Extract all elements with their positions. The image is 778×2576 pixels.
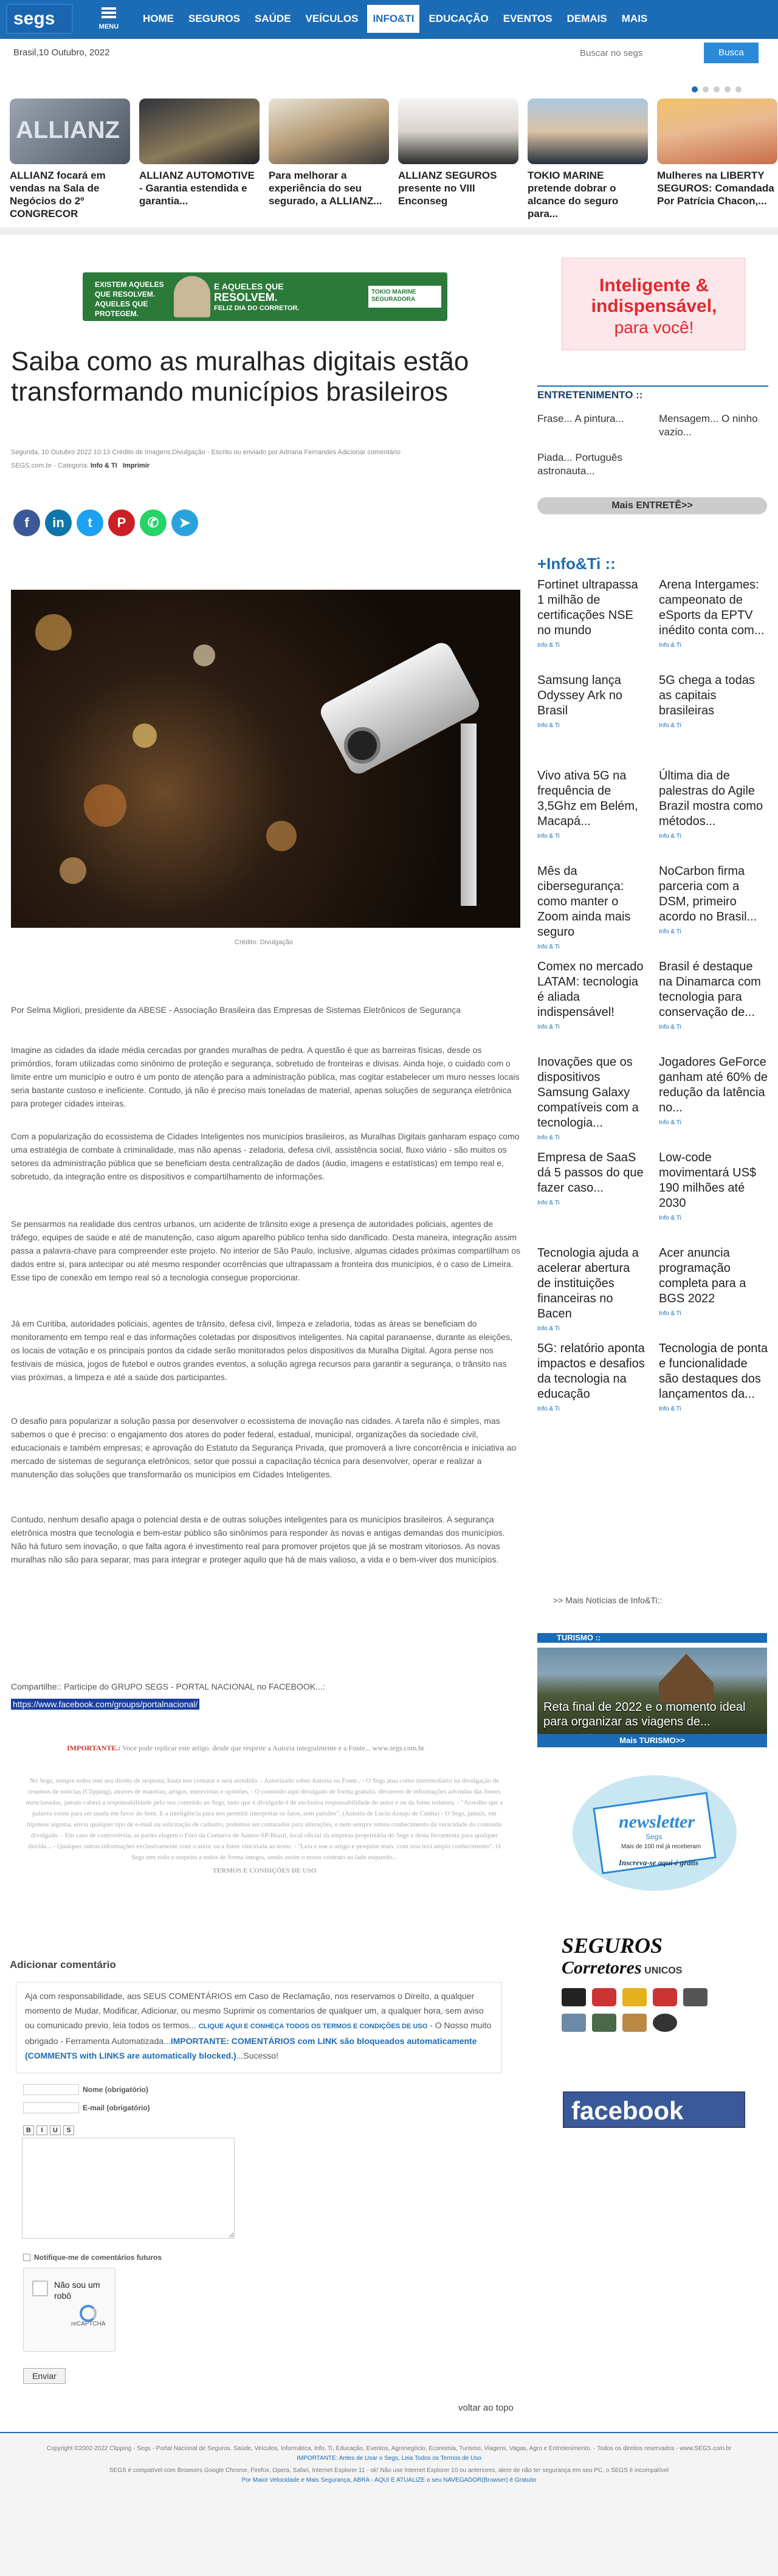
bokeh-light <box>35 614 72 651</box>
banner-line: SEGUROS <box>562 1933 663 1958</box>
item-category[interactable]: Info & Ti <box>659 833 681 840</box>
article-paragraph: O desafio para popularizar a solução passa por desenvolver o ecossistema de inovação nas cidades. A tarefa não é simples, mas sabemos o que é preciso: o engajamento dos atores do poder federal, estadual, municipal, organizações da sociedade civil, educacionais e também empresas; e aprovação do Estatuto da Segurança Privada, que promoverá a livre concorrência e iniciativa ao mercado de sistemas de segurança eletrônicos, setor que possui a capacitação técnica para desenvolver, operar e realizar a manutenção das soluções que transformarão os municípios em Cidades Inteligentes. <box>11 1416 517 1479</box>
banner-icons <box>562 1988 744 2006</box>
infoti-item[interactable] <box>659 864 768 959</box>
chalet-shape <box>659 1654 714 1702</box>
carousel-dot[interactable] <box>714 86 720 92</box>
item-category[interactable]: Info & Ti <box>537 833 560 840</box>
motorcycle-icon <box>653 2014 677 2032</box>
carousel-card[interactable] <box>10 98 130 220</box>
strike-button[interactable]: S <box>63 2125 74 2135</box>
notify-checkbox[interactable] <box>23 2253 162 2262</box>
hamburger-icon <box>102 7 116 18</box>
card-title[interactable]: TOKIO MARINE pretende dobrar o alcance do seguro para... <box>528 170 619 219</box>
logo-text: segs <box>13 9 55 29</box>
search-button[interactable]: Busca <box>704 43 759 63</box>
calculator-icon <box>562 1988 586 2006</box>
article-category <box>11 462 150 469</box>
house-icon <box>562 2014 586 2032</box>
recaptcha-icon <box>80 2305 97 2322</box>
bokeh-light <box>133 723 157 748</box>
banner-small-text <box>95 280 164 319</box>
nav-veiculos[interactable]: VEÍCULOS <box>305 13 359 24</box>
email-label: E-mail (obrigatório) <box>83 2104 150 2112</box>
nav-demais[interactable]: DEMAIS <box>566 13 607 24</box>
infoti-item[interactable] <box>537 864 647 959</box>
facebook-text: facebook <box>571 2096 684 2125</box>
nav-saude[interactable]: SAÚDE <box>255 13 291 24</box>
article-paragraph: Contudo, nenhum desafio apaga o potencial desta e de outras soluções inteligentes para os municípios brasileiros. A segurança eletrônica mostra que tecnologia e bem-estar público são sinônimos para responder às novas e antigas demandas dos municípios. Não há futuro sem inovação, o que falta agora é investimento real para promover projetos que já se mostram vitoriosos. As novas muralhas não são para separar, mas para integrar e proteger aquilo que há de mais valioso, a vida e o bem-viver dos municípios. <box>11 1514 505 1564</box>
nav-educacao[interactable]: EDUCAÇÃO <box>429 13 489 24</box>
infoti-item[interactable] <box>537 1055 647 1150</box>
captcha-checkbox[interactable] <box>32 2281 48 2296</box>
car-icon <box>653 1988 677 2006</box>
bokeh-light <box>193 644 215 666</box>
infoti-item[interactable] <box>659 1341 768 1437</box>
item-category[interactable]: Info & Ti <box>537 1024 560 1031</box>
footer <box>0 2432 778 2576</box>
infoti-item[interactable] <box>659 1150 768 1246</box>
italic-button[interactable]: I <box>36 2125 47 2135</box>
nav-infoti[interactable]: INFO&TI <box>367 5 419 33</box>
linkedin-icon[interactable]: in <box>45 509 72 536</box>
divider <box>0 227 778 235</box>
infoti-item[interactable] <box>537 673 647 768</box>
allianz-logo-text: ALLIANZ <box>16 117 120 143</box>
item-title[interactable]: 5G chega a todas as capitais brasileiras <box>659 674 755 717</box>
twitter-icon[interactable]: t <box>77 509 103 536</box>
card-title[interactable]: ALLIANZ focará em vendas na Sala de Negócios do 2º CONGRECOR <box>10 170 106 219</box>
footer-terms-link[interactable]: IMPORTANTE: Antes de Usar o Segs, Leia Todos os Termos de Uso <box>297 2455 481 2462</box>
nav-mais[interactable]: MAIS <box>621 13 648 24</box>
infoti-item[interactable] <box>537 768 647 864</box>
whatsapp-icon[interactable]: ✆ <box>140 509 167 536</box>
item-title[interactable]: Inovações que os dispositivos Samsung Galaxy compatíveis com a tecnologia... <box>537 1055 639 1130</box>
banner-line: Corretores <box>562 1958 642 1978</box>
entertainment-item[interactable] <box>659 451 768 478</box>
item-category[interactable]: Info & Ti <box>537 642 560 649</box>
notify-label: Notifique-me de comentários futuros <box>34 2253 162 2262</box>
item-title[interactable]: Jogadores GeForce ganham até 60% de redução da latência no... <box>659 1055 768 1114</box>
carousel-dot[interactable] <box>735 86 742 92</box>
turismo-image[interactable] <box>537 1648 767 1734</box>
comment-notice <box>16 1982 502 2073</box>
carousel-card[interactable] <box>269 98 389 220</box>
print-link[interactable]: Imprimir <box>123 462 150 469</box>
newsletter-line: Mais de 100 mil já receberam <box>621 1843 701 1850</box>
infoti-item[interactable] <box>537 1341 647 1437</box>
banner-line: FELIZ DIA DO CORRETOR. <box>214 305 300 312</box>
banner-line: E AQUELES QUE <box>214 281 284 291</box>
truck-icon <box>622 1988 647 2006</box>
facebook-group-link[interactable]: https://www.facebook.com/groups/portalnacional/ <box>11 1699 199 1710</box>
banner-line: para você! <box>614 318 694 337</box>
disclaimer-body: No Segs, sempre todos tem seu direito de resposta, basta nos contatar e será atendido. - Autorizado sobre Autoria ou Fonte.. - O Segs atua como intermediário na divulgação de resumos de notícias (Clipping), atraves de materias, artigos, entrevistas e opiniões. - O conteúdo aqui divulgado de forma gratuita, decorrem de informações advindas das fontes mencionadas, jamais caberá a responsabilidade pelo seu conteúdo ao Segs, tudo que é divulgado é de exclusiva responsabilidade do autor e ou da fonte redatora. - "Acredito que a palavra existe para ser usada em favor do bem. E a inteligência para nos permitir interpretar os fatos, sem paixões". (Autoria de Lucio Araujo de Cunha) - O Segs, jamais, em hipótese alguma, envia qualquer tipo de e-mail ou solicitação de cadastro, podemos ser contatados para alterações, e nem sempre temos conhecimento da veracidade do conteúdo divulgado. - Em caso de controvérsia, as partes elegem o Foro da Comarca de Santos-SP-Brasil, local oficial da empresa proprietária do Segs e desta ferramenta para qualquer dúvida... - Qualquer outras informações exclusivamente com o autor ou a fonte vinculada ao texto. - "Leia e use o artigo e pesquise mais, com isso terá amplo conhecimento". O Segs tem todo o respeito a todos de forma íntegra, sendo assim o nosso contrato ao lado esquerdo... <box>26 1777 503 1861</box>
carousel-card[interactable] <box>398 98 518 220</box>
notice-tail: - O Nosso muito obrigado - Ferramenta Automatizada... <box>25 2020 492 2046</box>
bokeh-light <box>60 857 86 884</box>
card-title[interactable]: Mulheres na LIBERTY SEGUROS: Comandada Por Patrícia Chacon,... <box>657 170 774 207</box>
item-category[interactable]: Info & Ti <box>659 722 681 729</box>
important-label: IMPORTANTE.: <box>67 1744 121 1752</box>
facebook-icon[interactable]: f <box>13 509 40 536</box>
article-paragraph: Por Selma Migliori, presidente da ABESE - Associação Brasileira das Empresas de Sistemas Eletrônicos de Segurança <box>11 1005 461 1015</box>
infoti-item[interactable] <box>537 959 647 1055</box>
banner-line: EXISTEM AQUELES <box>95 280 164 289</box>
email-field[interactable] <box>23 2102 79 2113</box>
category-link[interactable]: Info & TI <box>90 462 117 469</box>
card-title[interactable]: ALLIANZ SEGUROS presente no VIII Enconseg <box>398 170 497 207</box>
notice-end: ...Sucesso! <box>236 2051 278 2060</box>
menu-label: MENU <box>98 23 119 30</box>
item-title[interactable]: Tecnologia ajuda a acelerar abertura de instituições financeiras no Bacen <box>537 1246 639 1321</box>
newsletter-signup[interactable]: Inscreva-se aqui é grátis <box>619 1858 699 1867</box>
infoti-item[interactable] <box>537 1150 647 1246</box>
disclaimer-text <box>24 1775 504 1876</box>
article-paragraph: Já em Curitiba, autoridades policiais, agentes de trânsito, defesa civil, limpeza e zeladoria, todas as áreas se beneficiam do monitoramento em tempo real e das informações coletadas por dispositivos inteligentes. Na capital paranaense, durante as eleições, os locais de votação e os principais pontos da cidade serão monitorados pelos dispositivos da Muralha Digital. Agora pense nos festivais de música, jogos de futebol e outros grandes eventos, a solução agrega recursos para garantir a segurança, o trânsito nas vias próximas, a limpeza e até a saúde dos participantes. <box>11 1319 512 1382</box>
item-title[interactable]: Low-code movimentará US$ 190 milhões até 2030 <box>659 1151 757 1210</box>
infoti-heading: +Info&Ti :: <box>537 554 616 573</box>
footer-update-link[interactable]: Por Maior Velocidade e Mais Segurança, ABRA - AQUI E ATUALIZE o seu NAVEGADOR(Browser) é Gratuito <box>241 2477 537 2484</box>
newsletter-banner[interactable] <box>560 1775 749 1891</box>
card-title[interactable]: Para melhorar a experiência do seu segurado, a ALLIANZ... <box>269 170 382 207</box>
more-infoti-link[interactable]: >> Mais Notícias de Info&Ti:: <box>553 1595 663 1605</box>
item-category[interactable]: Info & Ti <box>659 642 681 649</box>
bokeh-light <box>84 784 126 827</box>
entertainment-item[interactable]: Mensagem... O ninho vazio... <box>659 413 758 438</box>
banner-brand: TOKIO MARINE SEGURADORA <box>368 286 441 308</box>
footer-copyright: Copyright ©2002-2022 Clipping - Segs - Portal Nacional de Seguros. Saúde, Veículos, Informática, Info, Ti, Educação, Eventos, Agronegócio, Economia, Turismo, Viagens, Vagas, Agro e Entretenimento. - Todos os direitos reservados - www.SEGS.com.br <box>46 2445 732 2452</box>
item-title[interactable]: Última dia de palestras do Agile Brazil mostra como métodos... <box>659 769 763 828</box>
cctv-camera <box>317 639 483 777</box>
item-category[interactable]: Info & Ti <box>537 944 560 950</box>
item-title[interactable]: Samsung lança Odyssey Ark no Brasil <box>537 674 623 717</box>
item-title[interactable]: Brasil é destaque na Dinamarca com tecnologia para conservação de... <box>659 960 761 1019</box>
infoti-item[interactable] <box>537 1246 647 1341</box>
seguros-corretores-banner[interactable] <box>562 1933 744 2049</box>
banner-line: UNICOS <box>644 1966 683 1976</box>
newsletter-title: newsletter <box>619 1812 695 1832</box>
checkbox-icon[interactable] <box>23 2254 30 2261</box>
card-image <box>657 98 777 164</box>
back-to-top-link[interactable]: voltar ao topo <box>458 2403 514 2413</box>
car-icon <box>592 1988 616 2006</box>
card-image <box>10 98 130 164</box>
camera-pole <box>461 723 477 906</box>
carousel-dot[interactable] <box>692 86 698 92</box>
infoti-item[interactable] <box>659 959 768 1055</box>
infoti-item[interactable] <box>659 1055 768 1150</box>
article-meta: Segunda, 10 Outubro 2022 10:13 Crédito de Imagens:Divulgação - Escrito ou enviado por Adriana Fernandes Adicionar comentário <box>11 449 401 456</box>
item-title[interactable]: Empresa de SaaS dá 5 passos do que fazer caso... <box>537 1151 644 1195</box>
add-comment-title: Adicionar comentário <box>10 1959 116 1970</box>
carousel-dot[interactable] <box>703 86 709 92</box>
top-navigation-bar <box>0 0 778 39</box>
nav-eventos[interactable]: EVENTOS <box>503 13 553 24</box>
notice-important: IMPORTANTE: COMENTÁRIOS com LINK são bloqueados automaticamente (COMMENTS with LINKS are automatically blocked.) <box>25 2036 477 2060</box>
news-carousel <box>10 98 778 220</box>
section-heading: ENTRETENIMENTO :: <box>537 385 768 401</box>
item-category[interactable]: Info & Ti <box>537 1406 560 1412</box>
category-prefix: SEGS.com.br - Categoria: <box>11 462 91 469</box>
name-label: Nome (obrigatório) <box>83 2085 148 2094</box>
turismo-heading: TURISMO :: <box>537 1633 767 1643</box>
comment-textarea[interactable] <box>22 2138 235 2239</box>
carousel-dots <box>692 86 742 92</box>
recaptcha-widget[interactable] <box>23 2268 115 2352</box>
terms-link[interactable]: CLIQUE AQUI E CONHEÇA TODOS OS TERMOS E CONDIÇÕES DE USO <box>198 2023 428 2030</box>
infoti-item[interactable] <box>659 673 768 768</box>
important-text: Voce pode replicar este artigo. desde que respeite a Autoria integralmente e a Fonte... www.segs.com.br <box>120 1744 425 1752</box>
infoti-item[interactable] <box>659 578 768 673</box>
item-category[interactable]: Info & Ti <box>537 722 560 729</box>
share-text: Compartilhe:: Participe do GRUPO SEGS - PORTAL NACIONAL no FACEBOOK...: <box>11 1682 325 1691</box>
item-category[interactable]: Info & Ti <box>537 1134 560 1141</box>
item-title[interactable]: 5G: relatório aponta impactos e desafios da tecnologia na educação <box>537 1342 645 1401</box>
item-title[interactable]: Arena Intergames: campeonato de eSports da EPTV inédito conta com... <box>659 578 765 637</box>
banner-icons <box>562 2014 744 2032</box>
main-nav <box>137 5 656 33</box>
nav-home[interactable]: HOME <box>143 13 174 24</box>
item-category[interactable]: Info & Ti <box>659 928 681 935</box>
captcha-label: Não sou um robô <box>54 2280 100 2301</box>
carousel-card[interactable] <box>657 98 777 220</box>
banner-line: indispensável, <box>591 296 717 316</box>
send-button[interactable]: Enviar <box>23 2368 66 2384</box>
item-title[interactable]: NoCarbon firma parceria com a DSM, primeiro acordo no Brasil... <box>659 865 757 924</box>
item-title[interactable]: Acer anuncia programação completa para a BGS 2022 <box>659 1246 746 1305</box>
infoti-item[interactable] <box>659 768 768 864</box>
banner-person-photo <box>174 276 210 317</box>
editor-toolbar <box>23 2125 74 2135</box>
item-title[interactable]: Vivo ativa 5G na frequência de 3,5Ghz em Belém, Macapá... <box>537 769 638 828</box>
site-logo[interactable] <box>6 4 73 34</box>
card-image <box>528 98 648 164</box>
notice-text: Aja com responsabilidade, aos SEUS COMENTÁRIOS em Caso de Reclamação, nos reservamos o Direito, a qualquer momento de Mudar, Modificar, Adicionar, ou mesmo Suprimir os comentarios de qualquer um, a qualquer hora, sem aviso ou comunicado previo, leia todos os termos... <box>25 1991 484 2030</box>
name-field[interactable] <box>23 2084 79 2095</box>
newsletter-sub: Segs <box>645 1832 663 1841</box>
item-category[interactable]: Info & Ti <box>537 1325 560 1332</box>
telegram-icon[interactable]: ➤ <box>171 509 198 536</box>
carousel-card[interactable] <box>528 98 648 220</box>
search-input[interactable] <box>574 43 695 63</box>
nav-seguros[interactable]: SEGUROS <box>188 13 241 24</box>
card-title[interactable]: ALLIANZ AUTOMOTIVE - Garantia estendida e garantia... <box>139 170 255 207</box>
camera-lens <box>344 727 380 764</box>
social-share-bar <box>13 509 198 536</box>
item-category[interactable]: Info & Ti <box>659 1310 681 1317</box>
building-icon <box>622 2014 647 2032</box>
banner-line: QUE RESOLVEM. <box>95 290 156 299</box>
house-icon <box>683 1988 707 2006</box>
terms-link[interactable]: TERMOS E CONDIÇÕES DE USO <box>212 1867 317 1874</box>
card-image <box>398 98 518 164</box>
banner-line: Inteligente & <box>599 275 709 295</box>
card-image <box>269 98 389 164</box>
menu-button[interactable] <box>95 2 123 36</box>
banner-line: AQUELES QUE <box>95 300 148 308</box>
turismo-caption[interactable]: Reta final de 2022 e o momento ideal para organizar as viagens de... <box>543 1701 746 1728</box>
infoti-item[interactable] <box>537 578 647 673</box>
article-image <box>11 590 520 928</box>
banner-line: PROTEGEM. <box>95 309 139 318</box>
item-category[interactable]: Info & Ti <box>659 1215 681 1221</box>
carousel-card[interactable] <box>139 98 260 220</box>
entertainment-section <box>537 385 768 478</box>
facebook-banner[interactable] <box>563 2091 745 2128</box>
family-icon <box>592 2014 616 2032</box>
article-paragraph: Se pensarmos na realidade dos centros urbanos, um acidente de trânsito exige a presença de autoridades policiais, agentes de tráfego, equipes de saúde e até de manutenção, caso algum aparelho público tenha sido danificado. Desta maneira, integração assim passa a palavra-chave para compreender este projeto. No interior de São Paulo, inclusive, algumas cidades próximas compartilham os dados entre si, para antecipar ou até mesmo responder ocorrências que ultrapassam a fronteira dos municípios, é o caso de Limeira. Esse tipo de conexão em tempo real só a tecnologia consegue proporcionar. <box>11 1219 521 1282</box>
image-caption: Crédito: Divulgação <box>235 939 293 946</box>
bold-button[interactable]: B <box>23 2125 34 2135</box>
article-headline: Saiba como as muralhas digitais estão transformando municípios brasileiros <box>11 347 469 407</box>
item-title[interactable]: Mês da cibersegurança: como manter o Zoom ainda mais seguro <box>537 865 631 939</box>
banner-big-text <box>214 281 300 314</box>
article-paragraph: Imagine as cidades da idade média cercadas por grandes muralhas de pedra. A questão é que as barreiras físicas, desde os primórdios, foram utilizadas como sinônimo de proteção e segurança, sobretudo de fronteiras e divisas. Ainda hoje, o cuidado com o limite entre um município e outro é um ponto de atenção para a administração pública, mas cogitar estabelecer um muro nesses locais seria bastante custoso e ineficiente. Contudo, já não é preciso mais toneladas de material, apenas soluções de segurança eletrônica para proteger cidades inteiras. <box>11 1045 520 1108</box>
item-title[interactable]: Fortinet ultrapassa 1 milhão de certificações NSE no mundo <box>537 578 638 637</box>
carousel-dot[interactable] <box>725 86 731 92</box>
banner-line: RESOLVEM. <box>214 291 278 303</box>
card-image <box>139 98 260 164</box>
infoti-item[interactable] <box>659 1246 768 1341</box>
underline-button[interactable]: U <box>50 2125 61 2135</box>
item-category[interactable]: Info & Ti <box>659 1119 681 1126</box>
entertainment-item[interactable]: Piada... Português astronauta... <box>537 452 622 477</box>
footer-browser-note: SEGS é compatível com Browsers Google Chrome, Firefox, Opera, Safari, Internet Explorer 11 - ok! Não use Internet Explorer 10 ou anteriores, alem de não ter segurança em seu PC, o SEGS é incompatível <box>109 2467 669 2474</box>
item-category[interactable]: Info & Ti <box>659 1406 681 1412</box>
item-title[interactable]: Comex no mercado LATAM: tecnologia é aliada indispensável! <box>537 960 644 1019</box>
item-category[interactable]: Info & Ti <box>659 1024 681 1031</box>
pinterest-icon[interactable]: P <box>108 509 135 536</box>
infoti-list <box>537 578 768 1437</box>
article-paragraph: Com a popularização do ecossistema de Cidades Inteligentes nos municípios brasileiros, as Muralhas Digitais ganharam espaço como uma estratégia de combate à criminalidade, mas não apenas - zeladoria, defesa civil, assistência social, fluxo viário - são muitos os setores da administração pública que se beneficiam desta centralização de dados (áudio, imagens e estatísticas) em tempo real e, sobretudo, da integração entre os dispositivos e compartilhamento de informações. <box>11 1131 520 1181</box>
item-category[interactable]: Info & Ti <box>537 1200 560 1206</box>
more-entertainment-button[interactable]: Mais ENTRETÊ>> <box>537 497 767 514</box>
important-notice <box>67 1744 424 1753</box>
ad-banner-inteligente[interactable] <box>562 258 745 350</box>
tokio-marine-banner[interactable] <box>83 272 447 321</box>
more-turismo-button[interactable]: Mais TURISMO>> <box>537 1734 767 1747</box>
recaptcha-brand: reCAPTCHA <box>71 2321 106 2327</box>
item-title[interactable]: Tecnologia de ponta e funcionalidade são destaques dos lançamentos da... <box>659 1342 768 1401</box>
current-date: Brasil,10 Outubro, 2022 <box>13 47 110 58</box>
bokeh-light <box>266 821 297 851</box>
entertainment-item[interactable]: Frase... A pintura... <box>537 413 624 424</box>
